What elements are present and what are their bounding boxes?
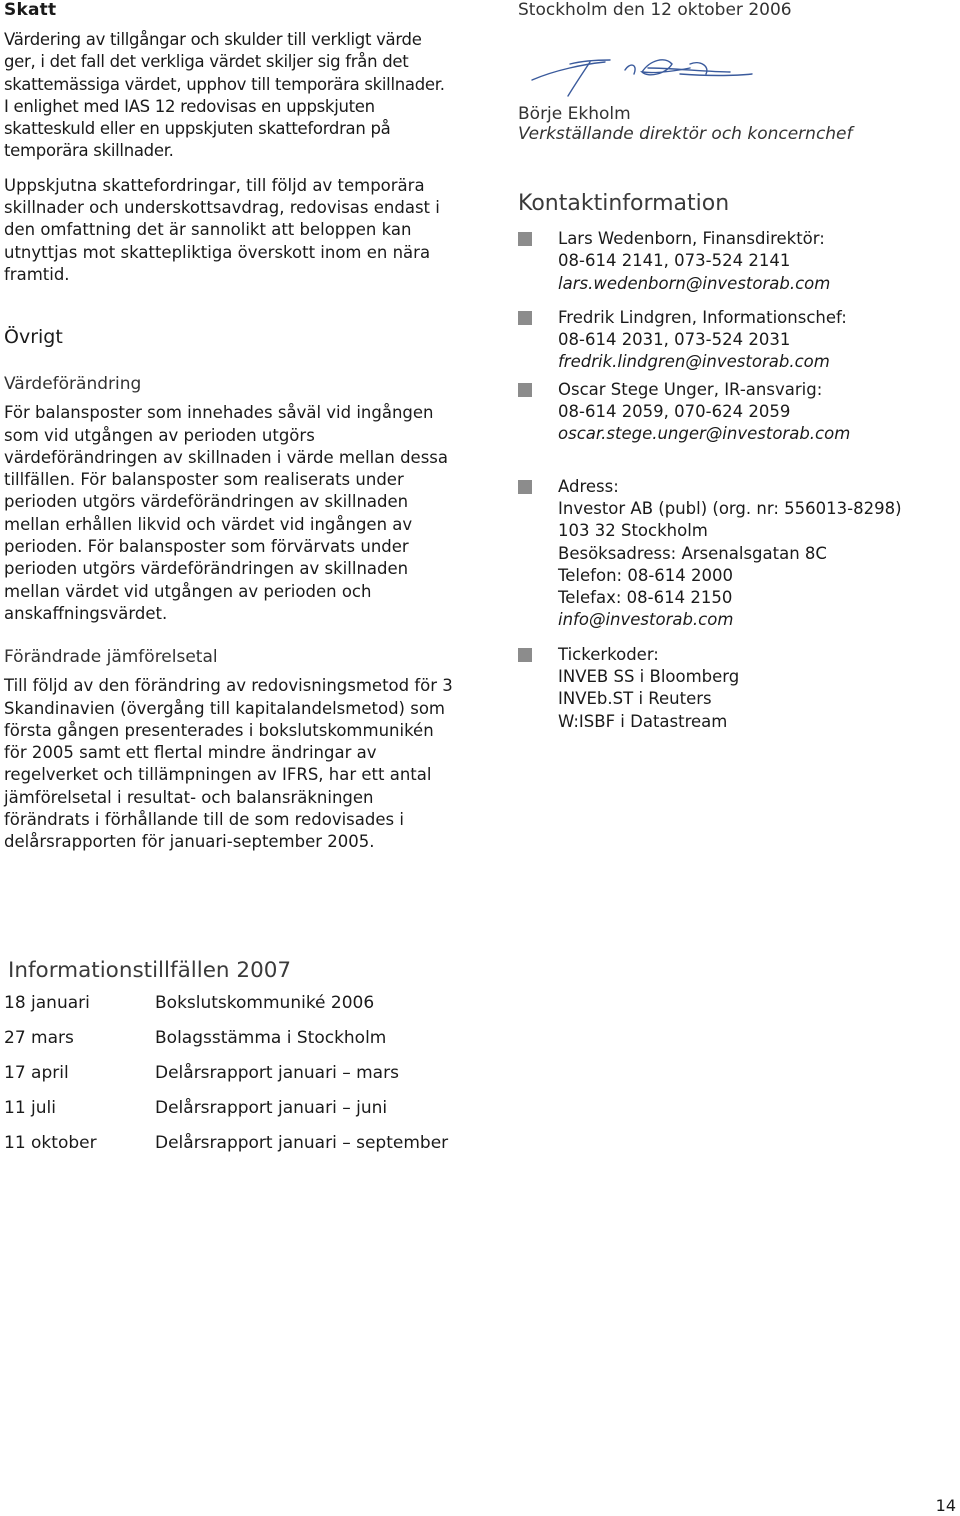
address-block [518, 476, 938, 632]
address-company: Investor AB (publ) (org. nr: 556013-8298) [558, 498, 902, 518]
address-fax: Telefax: 08-614 2150 [558, 588, 733, 608]
forandrade-paragraph: Till följd av den förändring av redovisningsmetod för 3 Skandinavien (övergång till kapitalandelsmetod) som första gången presenterades i bokslutskommunikén för 2005 samt ett flertal mindre ändringar av regelverket och tillämpningen av IFRS, har ett antal jämförelsetal i resultat- och balansräkningen förändrats i förhållande till de som redovisades i delårsrapporten för januari-september 2005. [4, 676, 453, 852]
bullet-square-icon [518, 383, 532, 397]
left-column [4, 0, 454, 854]
table-row [4, 1055, 448, 1090]
subheading-forandrade-jamforelsetal: Förändrade jämförelsetal [4, 647, 218, 668]
contact-phone: 08-614 2059, 070-624 2059 [558, 402, 791, 422]
contact-name-role: Lars Wedenborn, Finansdirektör: [558, 229, 825, 248]
table-row [4, 1090, 448, 1125]
signer-title: Verkställande direktör och koncernchef [518, 124, 853, 144]
place-date: Stockholm den 12 oktober 2006 [518, 0, 792, 20]
right-column [518, 0, 938, 733]
contact-heading: Kontaktinformation [518, 191, 730, 216]
contact-item [518, 228, 938, 295]
event-date: 18 januari [4, 992, 90, 1013]
address-email[interactable]: info@investorab.com [558, 610, 734, 630]
contact-item [518, 307, 938, 374]
vardeforandring-paragraph: För balansposter som innehades såväl vid ingången som vid utgången av perioden utgörs värdeförändringen av skillnaden i värde mellan dessa tillfällen. För balansposter som realiserats under perioden utgörs värdeförändringen av skillnaden mellan erhållen likvid och värdet vid ingången av perioden. För balansposter som förvärvats under perioden utgörs värdeförändringen av skillnaden mellan värdet vid utgången av perioden och anskaffningsvärdet. [4, 403, 449, 623]
contact-phone: 08-614 2141, 073-524 2141 [558, 251, 791, 271]
address-phone: Telefon: 08-614 2000 [558, 565, 734, 585]
address-label: Adress: [558, 476, 619, 496]
bullet-square-icon [518, 648, 532, 662]
ticker-line: INVEB SS i Bloomberg [558, 667, 740, 687]
bullet-square-icon [518, 311, 532, 325]
event-name: Bolagsstämma i Stockholm [155, 1027, 387, 1048]
event-name: Bokslutskommuniké 2006 [155, 992, 375, 1013]
ticker-line: W:ISBF i Datastream [558, 711, 728, 731]
skatt-paragraph-2: Uppskjutna skattefordringar, till följd av temporära skillnader och underskottsavdrag, redovisas endast i den omfattning det är sannolikt att beloppen kan utnyttjas mot skattepliktiga överskott inom en nära framtid. [4, 175, 440, 284]
page-number: 14 [935, 1496, 956, 1515]
contact-name-role: Oscar Stege Unger, IR-ansvarig: [558, 379, 823, 399]
contact-email[interactable]: lars.wedenborn@investorab.com [558, 273, 831, 293]
table-row [4, 1125, 448, 1160]
subheading-vardeforandring: Värdeförändring [4, 374, 142, 395]
event-date: 17 april [4, 1062, 69, 1083]
contact-name-role: Fredrik Lindgren, Informationschef: [558, 307, 847, 327]
address-visit: Besöksadress: Arsenalsgatan 8C [558, 543, 827, 563]
ticker-label: Tickerkoder: [558, 644, 659, 664]
section-heading-ovrigt: Övrigt [4, 326, 63, 349]
events-heading: Informationstillfällen 2007 [8, 958, 292, 983]
event-name: Delårsrapport januari – mars [155, 1062, 399, 1083]
signer-name: Börje Ekholm [518, 104, 631, 124]
event-name: Delårsrapport januari – juni [155, 1097, 388, 1118]
event-date: 11 juli [4, 1097, 56, 1118]
contact-item [518, 379, 938, 446]
event-name: Delårsrapport januari – september [155, 1132, 449, 1153]
bullet-square-icon [518, 480, 532, 494]
ticker-line: INVEb.ST i Reuters [558, 689, 712, 709]
skatt-paragraph-1: Värdering av tillgångar och skulder till verkligt värde ger, i det fall det verkliga värdet skiljer sig från det skattemässiga värdet, upphov till temporära skillnader. I enlighet med IAS 12 redovisas en uppskjuten skatteskuld eller en uppskjuten skattefordran på temporära skillnader. [4, 30, 445, 161]
table-row [4, 985, 448, 1020]
contact-phone: 08-614 2031, 073-524 2031 [558, 330, 791, 350]
event-date: 11 oktober [4, 1132, 97, 1153]
address-postal: 103 32 Stockholm [558, 521, 708, 541]
bullet-square-icon [518, 232, 532, 246]
table-row [4, 1020, 448, 1055]
event-date: 27 mars [4, 1027, 74, 1048]
signature-image [530, 52, 760, 102]
ticker-block [518, 644, 938, 733]
events-table [4, 985, 448, 1160]
contact-email[interactable]: fredrik.lindgren@investorab.com [558, 352, 830, 372]
section-heading-skatt: Skatt [4, 0, 57, 20]
contact-email[interactable]: oscar.stege.unger@investorab.com [558, 424, 851, 444]
